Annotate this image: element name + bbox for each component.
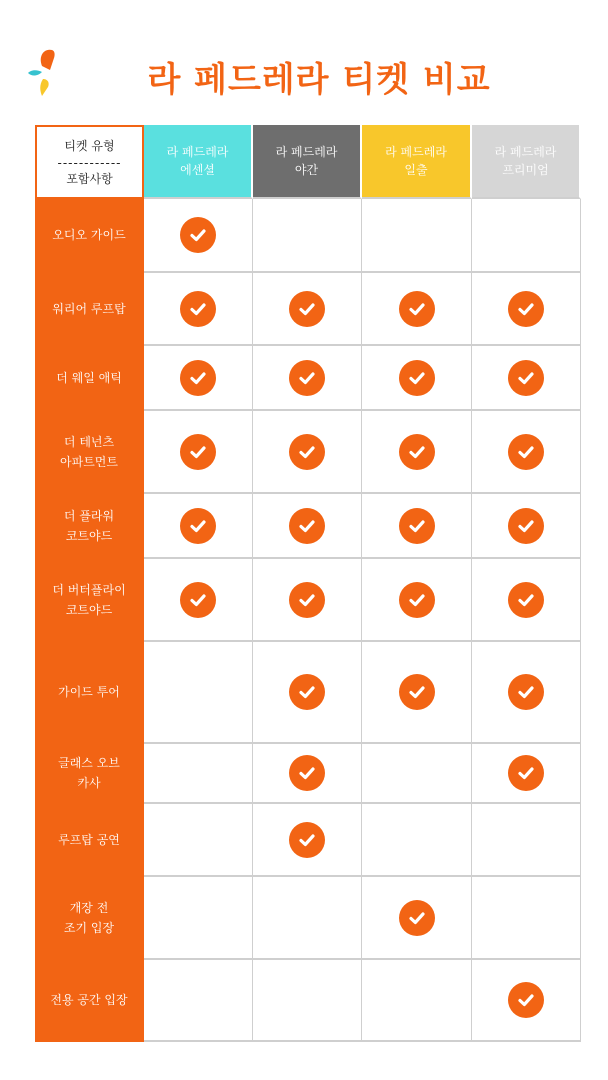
check-icon [508,360,544,396]
check-icon [180,582,216,618]
table-cell [472,804,581,877]
table-cell [362,346,472,411]
row-label: 가이드 투어 [35,642,144,744]
table-cell [362,273,472,346]
ticket-type-label: 티켓 유형 [64,139,115,153]
table-cell [253,804,362,877]
row-label: 개장 전 조기 입장 [35,877,144,960]
check-icon [399,674,435,710]
table-cell [253,346,362,411]
check-icon [508,508,544,544]
page-title: 라 페드레라 티켓 비교 [147,60,491,100]
table-cell [144,642,253,744]
ticket-header-0: 라 페드레라 에센셜 [144,125,253,199]
table-cell [362,744,472,804]
row-label: 워리어 루프탑 [35,273,144,346]
check-icon [289,582,325,618]
table-cell [472,411,581,494]
check-icon [399,582,435,618]
ticket-header-3: 라 페드레라 프리미엄 [472,125,581,199]
row-label: 오디오 가이드 [35,199,144,273]
check-icon [508,674,544,710]
table-cell [362,559,472,642]
table-cell [362,199,472,273]
table-cell [253,744,362,804]
table-cell [144,960,253,1042]
table-cell [472,346,581,411]
table-cell [362,877,472,960]
table-cell [472,642,581,744]
table-cell [472,494,581,559]
row-label: 글래스 오브 카사 [35,744,144,804]
comparison-table [35,125,583,1040]
check-icon [399,508,435,544]
check-icon [289,434,325,470]
row-label: 전용 공간 입장 [35,960,144,1042]
table-cell [144,744,253,804]
row-label: 더 플라워 코트야드 [35,494,144,559]
table-cell [253,273,362,346]
check-icon [399,360,435,396]
row-label: 더 웨일 애틱 [35,346,144,411]
check-icon [508,982,544,1018]
row-label: 더 버터플라이 코트야드 [35,559,144,642]
table-cell [253,559,362,642]
check-icon [508,755,544,791]
ticket-header-2: 라 페드레라 일출 [362,125,472,199]
check-icon [289,822,325,858]
table-cell [253,411,362,494]
check-icon [180,508,216,544]
check-icon [399,291,435,327]
check-icon [289,291,325,327]
check-icon [508,582,544,618]
ticket-header-1: 라 페드레라 야간 [253,125,362,199]
table-cell [253,494,362,559]
table-cell [144,804,253,877]
check-icon [180,217,216,253]
check-icon [180,434,216,470]
table-cell [253,960,362,1042]
table-cell [472,199,581,273]
includes-label: 포함사항 [66,172,113,186]
ticket-type-header [35,125,144,199]
table-cell [472,273,581,346]
table-cell [472,559,581,642]
check-icon [399,900,435,936]
table-cell [144,346,253,411]
table-cell [144,494,253,559]
table-cell [144,559,253,642]
table-cell [472,877,581,960]
check-icon [289,755,325,791]
check-icon [289,674,325,710]
table-cell [253,877,362,960]
table-cell [472,744,581,804]
check-icon [399,434,435,470]
header-separator: ------------ [57,156,122,170]
check-icon [180,291,216,327]
check-icon [180,360,216,396]
row-label: 루프탑 공연 [35,804,144,877]
table-cell [144,411,253,494]
table-cell [253,642,362,744]
table-cell [362,804,472,877]
table-cell [144,273,253,346]
table-cell [362,960,472,1042]
table-cell [144,877,253,960]
row-label: 더 테넌츠 아파트먼트 [35,411,144,494]
table-cell [362,494,472,559]
table-cell [362,642,472,744]
check-icon [289,360,325,396]
check-icon [508,291,544,327]
check-icon [508,434,544,470]
table-cell [253,199,362,273]
table-cell [472,960,581,1042]
check-icon [289,508,325,544]
table-cell [144,199,253,273]
table-cell [362,411,472,494]
